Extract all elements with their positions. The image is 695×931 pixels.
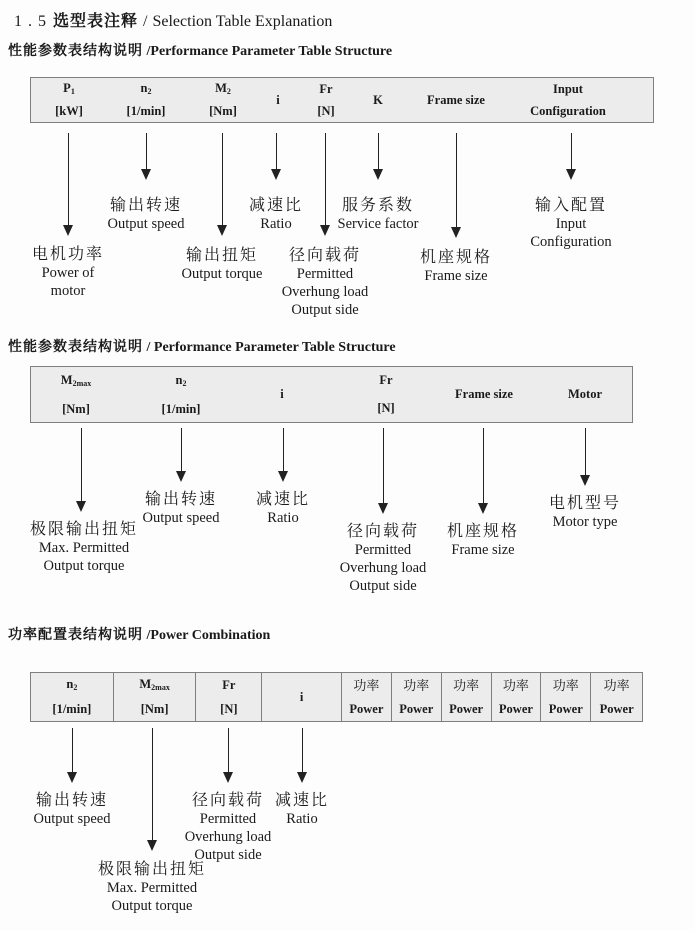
label-service-factor	[338, 196, 419, 233]
arrow-output-speed	[67, 728, 78, 783]
table-header-text: $M_{2max}$	[60, 372, 92, 388]
column-m2max-nm	[114, 673, 197, 721]
table-header-text: [Nm]	[62, 401, 90, 416]
section-number: 1 . 5	[14, 13, 47, 30]
label-ratio	[249, 196, 303, 233]
arrow-head-icon	[63, 225, 73, 236]
arrow-head-icon	[271, 169, 281, 180]
table-header-text: [N]	[377, 400, 395, 415]
arrow-head-icon	[147, 840, 157, 851]
arrow-shaft	[146, 133, 147, 171]
arrow-shaft	[68, 133, 69, 227]
table-header-text: $P_1$	[63, 80, 75, 96]
arrow-service-factor	[373, 133, 384, 180]
table-header-text: [1/min]	[52, 702, 92, 717]
label-english: Frame size	[424, 268, 488, 284]
table-header-text: [Nm]	[209, 104, 237, 119]
label-output-torque	[182, 246, 263, 283]
table-header-text: $M_2$	[215, 80, 231, 96]
table-header-text: i	[280, 387, 284, 401]
heading-separator: /	[143, 628, 151, 643]
column-motor	[568, 367, 602, 422]
arrow-shaft	[302, 728, 303, 774]
label-english: Output torque	[181, 266, 263, 282]
arrow-frame-size	[451, 133, 462, 238]
label-english: Output side	[349, 578, 417, 594]
arrow-shaft	[228, 728, 229, 774]
table-header-text: [kW]	[55, 104, 83, 119]
label-chinese: 电机型号	[548, 495, 622, 512]
arrow-head-icon	[378, 503, 388, 514]
arrow-head-icon	[141, 169, 151, 180]
title-separator: /	[143, 13, 148, 30]
table-header-text: i	[299, 689, 304, 704]
column-fr-n	[317, 78, 334, 122]
table-header-text: Power	[399, 701, 434, 716]
arrow-ratio	[278, 428, 289, 482]
section-heading-performance-2	[8, 336, 396, 356]
label-output-speed	[108, 196, 185, 233]
arrow-head-icon	[217, 225, 227, 236]
table-header-text: Configuration	[530, 103, 606, 118]
heading-chinese: 性能参数表结构说明	[8, 338, 143, 354]
section-heading-power-combination	[8, 624, 270, 644]
table-header-text: $n_2$	[140, 80, 152, 96]
label-ratio	[256, 490, 310, 527]
arrow-shaft	[325, 133, 326, 227]
table-header-text: 功率	[603, 677, 630, 693]
label-chinese: 机座规格	[446, 523, 520, 540]
table-header-text: i	[276, 92, 280, 107]
label-motor-type	[549, 494, 621, 531]
label-english: Configuration	[530, 234, 612, 250]
arrow-overhung-load	[223, 728, 234, 783]
table-header-text: Fr	[319, 81, 333, 96]
label-chinese: 径向载荷	[346, 523, 420, 540]
arrow-shaft	[152, 728, 153, 842]
label-english: Max. Permitted	[106, 880, 198, 896]
column-m2max-nm	[61, 367, 91, 422]
table-header-text: [1/min]	[126, 104, 166, 119]
heading-separator: /	[143, 44, 151, 59]
arrow-frame-size	[478, 428, 489, 514]
table-header-text: [Nm]	[140, 702, 169, 717]
label-english: Ratio	[267, 510, 299, 526]
label-english: Permitted	[199, 811, 257, 827]
arrow-shaft	[283, 428, 284, 473]
table-header-text: Fr	[379, 373, 393, 388]
label-english: Input	[555, 216, 587, 232]
arrow-input-configuration	[566, 133, 577, 180]
arrow-output-speed	[141, 133, 152, 180]
heading-english: Power Combination	[150, 628, 271, 643]
label-max-output-torque	[30, 520, 138, 575]
label-english: Overhung load	[281, 284, 369, 300]
label-english: motor	[50, 283, 86, 299]
label-chinese: 极限输出扭矩	[29, 521, 139, 538]
heading-chinese: 性能参数表结构说明	[8, 42, 143, 58]
table-header-text: [N]	[220, 701, 238, 716]
column-fr-n	[377, 367, 394, 422]
label-power-of-motor	[32, 245, 104, 300]
label-english: Output speed	[107, 216, 185, 232]
column-n2-1min	[31, 673, 114, 721]
arrow-shaft	[571, 133, 572, 171]
label-english: Power of	[41, 265, 95, 281]
label-frame-size	[420, 248, 492, 285]
arrow-head-icon	[76, 501, 86, 512]
column-power-1	[342, 673, 392, 721]
table-header-text: Power	[449, 701, 484, 716]
arrow-shaft	[181, 428, 182, 473]
label-english: Overhung load	[184, 829, 272, 845]
table-header-text: $n_2$	[175, 372, 187, 388]
table-header-text: Power	[548, 701, 583, 716]
column-ratio-i	[262, 673, 342, 721]
label-overhung-load	[282, 246, 369, 319]
label-english: Output torque	[111, 898, 193, 914]
label-ratio	[275, 791, 329, 828]
arrow-head-icon	[580, 475, 590, 486]
arrow-shaft	[383, 428, 384, 505]
table-header-text: Fr	[222, 677, 236, 692]
heading-english: Performance Parameter Table Structure	[153, 340, 396, 355]
arrow-output-torque	[217, 133, 228, 236]
label-chinese: 径向载荷	[288, 247, 362, 264]
arrow-ratio	[297, 728, 308, 783]
column-fr-n	[196, 673, 262, 721]
page-title-chinese: 选型表注释	[53, 13, 139, 30]
column-p1-kw	[55, 78, 83, 122]
table-header-text: Power	[349, 701, 384, 716]
arrow-output-speed	[176, 428, 187, 482]
arrow-head-icon	[67, 772, 77, 783]
label-overhung-load	[185, 791, 272, 864]
table-header-text: Input	[553, 81, 583, 96]
arrow-head-icon	[478, 503, 488, 514]
label-chinese: 输入配置	[534, 197, 608, 214]
label-chinese: 减速比	[255, 491, 311, 508]
column-frame-size	[455, 367, 513, 422]
arrow-shaft	[456, 133, 457, 229]
column-ratio-i	[280, 367, 283, 422]
label-overhung-load	[340, 522, 427, 595]
column-ratio-i	[276, 78, 279, 122]
column-power-3	[442, 673, 492, 721]
label-english: Frame size	[451, 542, 515, 558]
column-input-configuration	[530, 78, 606, 122]
column-power-5	[541, 673, 591, 721]
label-chinese: 电机功率	[31, 246, 105, 263]
label-english: Motor type	[552, 514, 618, 530]
arrow-shaft	[483, 428, 484, 505]
table-header-text: Frame size	[427, 92, 485, 107]
table-header-text: [N]	[317, 103, 335, 118]
column-n2-1min	[127, 78, 166, 122]
label-chinese: 输出转速	[35, 792, 109, 809]
table-header-text: $M_{2max}$	[139, 676, 170, 692]
table-performance-structure-1	[30, 77, 654, 123]
label-chinese: 径向载荷	[191, 792, 265, 809]
label-english: Output side	[291, 302, 359, 318]
label-chinese: 输出转速	[109, 197, 183, 214]
table-header-text: Power	[498, 701, 533, 716]
label-chinese: 减速比	[274, 792, 330, 809]
arrow-shaft	[81, 428, 82, 503]
label-chinese: 服务系数	[341, 197, 415, 214]
arrow-motor-type	[580, 428, 591, 486]
arrow-shaft	[222, 133, 223, 227]
table-header-text: 功率	[552, 677, 579, 693]
arrow-head-icon	[373, 169, 383, 180]
label-output-speed	[143, 490, 220, 527]
arrow-head-icon	[223, 772, 233, 783]
table-header-text: 功率	[502, 677, 529, 693]
table-header-text: Motor	[567, 387, 603, 401]
table-header-text: [1/min]	[161, 401, 201, 416]
label-chinese: 输出扭矩	[185, 247, 259, 264]
page-title-english: Selection Table Explanation	[152, 13, 333, 30]
table-header-text: Power	[599, 701, 634, 716]
arrow-head-icon	[320, 225, 330, 236]
column-m2-nm	[209, 78, 237, 122]
column-power-4	[492, 673, 542, 721]
table-header-text: 功率	[403, 677, 430, 693]
table-header-text: $n_2$	[66, 676, 78, 692]
label-english: Permitted	[354, 542, 412, 558]
section-heading-performance-1	[8, 40, 392, 60]
label-english: Output speed	[33, 811, 111, 827]
table-header-text: 功率	[453, 677, 480, 693]
arrow-head-icon	[278, 471, 288, 482]
label-chinese: 减速比	[248, 197, 304, 214]
arrow-head-icon	[176, 471, 186, 482]
label-english: Overhung load	[339, 560, 427, 576]
arrow-head-icon	[451, 227, 461, 238]
arrow-shaft	[585, 428, 586, 477]
label-output-speed	[34, 791, 111, 828]
label-input-configuration	[530, 196, 611, 251]
heading-chinese: 功率配置表结构说明	[8, 626, 143, 642]
label-chinese: 机座规格	[419, 249, 493, 266]
table-header-text: K	[373, 92, 383, 107]
table-header-text: Frame size	[455, 387, 513, 401]
table-power-combination	[30, 672, 643, 722]
arrow-ratio	[271, 133, 282, 180]
arrow-head-icon	[566, 169, 576, 180]
column-service-factor-k	[373, 78, 383, 122]
label-english: Output torque	[43, 558, 125, 574]
label-max-output-torque	[98, 860, 206, 915]
arrow-overhung-load	[320, 133, 331, 236]
table-performance-structure-2	[30, 366, 633, 423]
label-english: Ratio	[260, 216, 292, 232]
label-chinese: 输出转速	[144, 491, 218, 508]
heading-separator: /	[143, 340, 154, 355]
column-n2-1min	[162, 367, 201, 422]
label-english: Ratio	[286, 811, 318, 827]
arrow-overhung-load	[378, 428, 389, 514]
column-frame-size	[427, 78, 485, 122]
arrow-shaft	[378, 133, 379, 171]
heading-english: Performance Parameter Table Structure	[150, 44, 393, 59]
arrow-shaft	[276, 133, 277, 171]
table-header-text: 功率	[353, 677, 380, 693]
label-english: Output speed	[142, 510, 220, 526]
label-english: Permitted	[296, 266, 354, 282]
label-english: Max. Permitted	[38, 540, 130, 556]
page-title	[14, 8, 332, 31]
label-english: Service factor	[337, 216, 419, 232]
label-frame-size	[447, 522, 519, 559]
label-english: Output side	[194, 847, 262, 863]
arrow-head-icon	[297, 772, 307, 783]
arrow-shaft	[72, 728, 73, 774]
column-power-6	[591, 673, 642, 721]
arrow-max-output-torque	[147, 728, 158, 851]
column-power-2	[392, 673, 442, 721]
arrow-power-of-motor	[63, 133, 74, 236]
label-chinese: 极限输出扭矩	[97, 861, 207, 878]
arrow-max-output-torque	[76, 428, 87, 512]
